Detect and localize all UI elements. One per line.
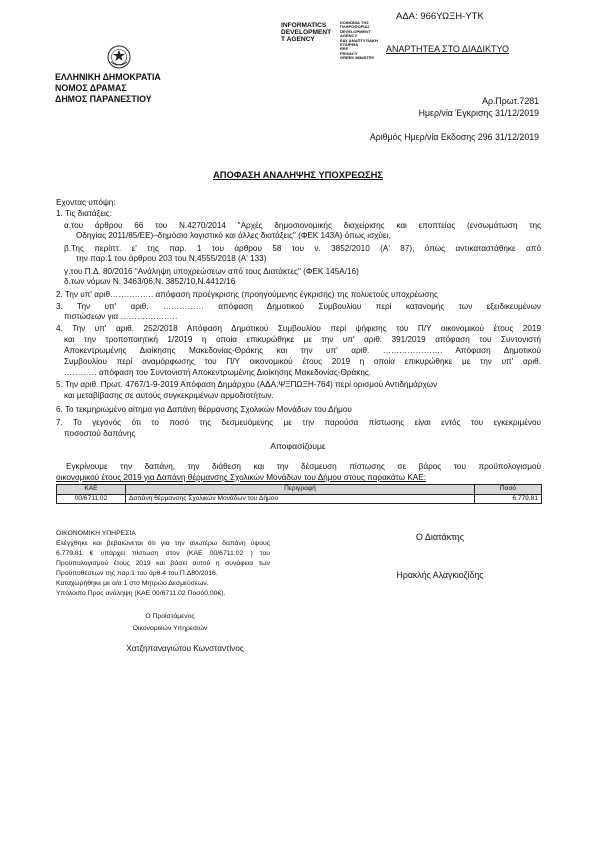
finance-line: Καταχωρήθηκε με α/α 1 στο Μητρώο Δεσμεύσεων. <box>56 580 209 587</box>
table-cell-amount: 6.779,81 <box>475 494 542 504</box>
finance-chief-title: Ο Προϊστάμενος <box>145 613 195 620</box>
clause-1c-line: γ.του Π.Δ. 80/2016 "Ανάληψη υποχρεώσεων από τους Διατάκτες" (ΦΕΚ 145Α/16) <box>64 267 359 276</box>
clause-3-line: πιστώσεων για ………………… <box>64 312 178 321</box>
clause-1d-line: δ.των νόμων Ν. 3463/06,Ν. 3852/10,Ν.4412/16 <box>64 277 236 286</box>
clause-3-line: 3. Την υπ' αριθ. …………… απόφαση Δημοτικού Συμβουλίου περί κατανομής των εξειδικευμένων <box>56 302 541 311</box>
table-header-kae: ΚΑΕ <box>57 485 126 495</box>
finance-line: Προϋποθέσεων της παρ.1 του άρθ.4 του Π.Δ80/2016. <box>56 570 218 577</box>
municipality-label: ΔΗΜΟΣ ΠΑΡΑΝΕΣΤΙΟΥ <box>55 94 152 104</box>
clause-4-line: ………… απόφαση του Συντονιστή Αποκεντρωμένης Διοίκησης Μακεδονίας-Θράκης. <box>64 368 372 377</box>
clause-4-line: και την τροποποιητική 1/2019 η οποία επικυρώθηκε με την υπ' αριθ. 391/2019 απόφαση του Συντονιστή <box>64 335 541 344</box>
clause-7-line: 7. Το γεγονός ότι το ποσό της δεσμευόμενης με την παρούσα πίστωσης είναι εντός του εγκεκριμένου <box>56 418 541 427</box>
signatory-name: Ηρακλής Αλαγκιοζίδης <box>396 570 484 580</box>
clause-6: 6. Το τεκμηριωμένο αίτημα για Δαπάνη θέρμανσης Σχολικών Μονάδων του Δήμου <box>56 405 352 414</box>
finance-line: Προϋπολογισμού έτους 2019 και βάσει αυτού η συνάφεια των <box>56 560 270 567</box>
greek-republic-seal-icon <box>106 44 132 70</box>
clause-2: 2. Την υπ' αριθ……………. απόφαση προέγκρισης (προηγούμενης έγκρισης) της πολυετούς υποχρέωσης <box>56 290 438 299</box>
clause-4-line: Συμβουλίου περί αναμόρφωσης του Π/Υ οικονομικού έτους 2019 η οποία επικυρώθηκε με την υπ' αριθ. <box>64 357 541 366</box>
decision-heading: Αποφασίζουμε <box>270 441 326 451</box>
finance-chief-name: Χατζηπαναγιώτου Κωνσταντίνος <box>126 644 244 653</box>
table-row <box>57 494 542 504</box>
finance-heading: ΟΙΚΟΝΟΜΙΚΗ ΥΠΗΡΕΣΙΑ <box>56 530 136 537</box>
clause-1-heading: 1. Τις διατάξεις: <box>56 209 113 218</box>
clause-5-line: και μεταβίβασης σε αυτούς συγκεκριμένων αρμοδιοτήτων. <box>64 391 274 400</box>
approval-line: Εγκρίνουμε την δαπάνη, την διάθεση και την δέσμευση πίστωσης σε βάρος του προϋπολογισμού <box>66 462 541 471</box>
kae-table <box>56 484 542 504</box>
clause-4-line: Αποκεντρωμένης Διοίκησης Μακεδονίας-Θράκης και την υπ' αριθ. …………………. Απόφαση Δημοτικού <box>64 346 541 355</box>
clause-1a-line: Οδηγίας 2011/85/ΕΕ)–δημόσιο λογιστικό και άλλες διατάξεις" (ΦΕΚ 143Α) όπως ισχύει, <box>76 231 391 240</box>
issue-number-date: Αριθμός Ημερ/νία Εκδοσης 296 31/12/2019 <box>369 132 539 142</box>
protocol-number: Αρ.Πρωτ.7281 <box>482 96 539 106</box>
approval-line: οικονομικού έτους 2019 για Δαπάνη θέρμανσης Σχολικών Μονάδων του Δήμου στους παρακάτω ΚΑΕ: <box>56 473 426 482</box>
clause-1a-line: α.του άρθρου 66 του Ν.4270/2014 "Αρχές δημοσιονομικής διαχείρισης και εποπτείας (ενσωμάτωση της <box>64 221 541 230</box>
finance-line: 6.779,81 € υπάρχει πίστωση στον (ΚΑΕ 00/6711.02 ) του <box>56 550 270 557</box>
finance-line: Ελέγχθηκε και βεβαιώνεται ότι για την ανωτέρω δαπάνη ύψους <box>56 540 270 547</box>
ada-code: ΑΔΑ: 966ΥΩΞΗ-ΥΤΚ <box>396 11 484 22</box>
clause-4-line: 4. Την υπ' αριθ. 252/2018 Απόφαση Δημοτικού Συμβουλίου περί ψήφισης του Π/Υ οικονομικού έτους 2019 <box>56 324 541 333</box>
finance-chief-department: Οικονομικών Υπηρεσιών <box>132 625 208 632</box>
table-cell-kae: 00/6711.02 <box>57 494 126 504</box>
signatory-role: Ο Διατάκτης <box>415 532 465 542</box>
having-regard: Εχοντας υπόψη: <box>56 198 116 207</box>
clause-1b-line: β.Της περίπτ. ε' της παρ. 1 του άρθρου 58 του ν. 3852/2010 (Α' 87), όπως αντικαταστάθηκε από <box>64 244 541 253</box>
page-title: ΑΠΟΦΑΣΗ ΑΝΑΛΗΨΗΣ ΥΠΟΧΡΕΩΣΗΣ <box>212 169 384 180</box>
clause-1b-line: την παρ.1 του άρθρου 203 του Ν.4555/2018 (Α' 133) <box>76 254 267 263</box>
prefecture-label: ΝΟΜΟΣ ΔΡΑΜΑΣ <box>55 83 127 93</box>
finance-line: Υπόλοιπο Προς ανάληψη (ΚΑΕ 00/6711.02 Ποσό0,00€). <box>56 590 226 597</box>
iida-logo-small: ΚΟΙΝΩΝΙΑ ΤΗΣ ΠΛΗΡΟΦΟΡΙΑΣ DEVELOPMENT AGENCY ΕΔΥ ΑΝΑΠΤΥΞΙΑΚΗ ΕΤΑΙΡΕΙΑ ΕΕΕ PRIVACY GREEK MINISTRY <box>340 20 378 61</box>
table-header-amount: Ποσό <box>475 485 542 495</box>
table-header-row <box>57 485 542 495</box>
approval-date: Ημερ/νία Έγκρισης 31/12/2019 <box>418 108 539 118</box>
internet-posting-note: ΑΝΑΡΤΗΤΕΑ ΣΤΟ ΔΙΑΔΙΚΤΥΟ <box>386 44 509 54</box>
clause-7-line: ποσοστού δαπάνης <box>64 429 136 438</box>
republic-label: ΕΛΛΗΝΙΚΗ ΔΗΜΟΚΡΑΤΙΑ <box>55 72 161 82</box>
table-header-description: Περιγραφή <box>126 485 475 495</box>
clause-5-line: 5. Την αριθ. Πρωτ. 4767/1-9-2019 Απόφαση Δημάρχου (ΑΔΑ:ΨΞΠΩΞΗ-764) περί ορισμού Αντιδημάρχων <box>56 380 438 389</box>
table-cell-description: Δαπάνη θέρμανσης Σχολικών Μονάδων του Δήμου <box>126 494 475 504</box>
iida-logo-text: INFORMATICS DEVELOPMENT T AGENCY <box>281 22 332 43</box>
